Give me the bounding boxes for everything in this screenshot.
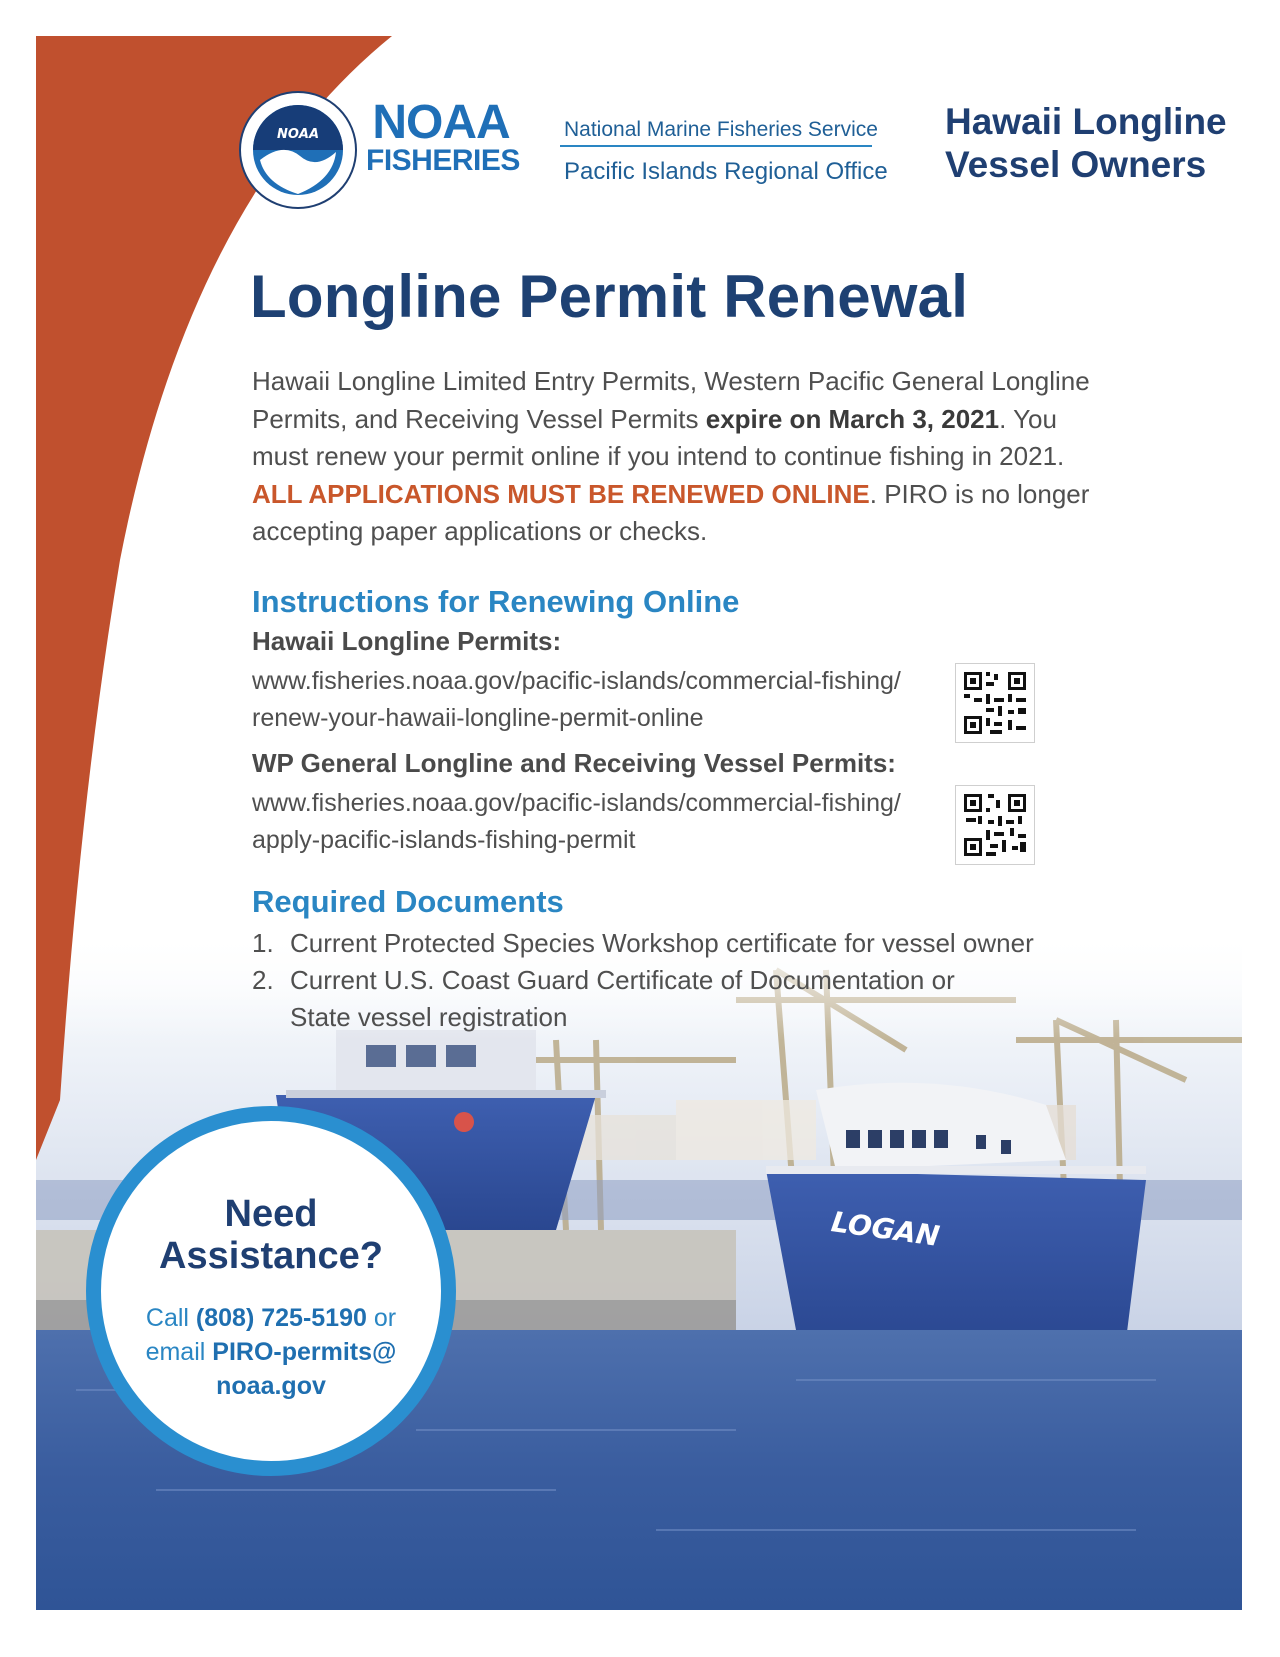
qr-code-wp-general[interactable] xyxy=(955,785,1035,865)
assistance-title: Need Assistance? xyxy=(159,1193,383,1277)
phone-link[interactable]: (808) 725-5190 xyxy=(195,1304,367,1332)
instruction-item xyxy=(252,626,952,737)
boat-name-text: LOGAN xyxy=(829,1205,942,1253)
instruction-url[interactable]: www.fisheries.noaa.gov/pacific-islands/commercial-fishing/ renew-your-hawaii-longline-permit-online xyxy=(252,667,901,732)
instruction-label: WP General Longline and Receiving Vessel Permits: xyxy=(252,748,896,778)
required-docs-heading: Required Documents xyxy=(252,884,564,919)
logo-line1: NOAA xyxy=(372,96,510,149)
seal-text: NOAA xyxy=(276,127,320,142)
required-docs-list xyxy=(252,925,1112,1036)
office-name: Pacific Islands Regional Office xyxy=(564,158,888,185)
qr-code-hawaii-longline[interactable] xyxy=(955,663,1035,743)
instruction-url[interactable]: www.fisheries.noaa.gov/pacific-islands/commercial-fishing/ apply-pacific-islands-fishing-permit xyxy=(252,789,901,854)
logo-line2: FISHERIES xyxy=(366,144,520,177)
service-divider xyxy=(560,145,872,147)
service-name: National Marine Fisheries Service xyxy=(564,118,878,141)
page-title: Longline Permit Renewal xyxy=(250,263,969,330)
list-item: 1. Current Protected Species Workshop certificate for vessel owner xyxy=(252,928,1034,958)
instructions-heading: Instructions for Renewing Online xyxy=(252,584,740,619)
audience-heading: Hawaii Longline Vessel Owners xyxy=(945,101,1227,185)
assistance-callout xyxy=(86,1106,456,1476)
list-item: 2. Current U.S. Coast Guard Certificate of Documentation or State vessel registration xyxy=(252,965,955,1032)
noaa-seal-logo xyxy=(238,90,358,210)
email-link-domain[interactable]: noaa.gov xyxy=(216,1372,326,1400)
instruction-label: Hawaii Longline Permits: xyxy=(252,626,562,656)
assistance-contact: Call (808) 725-5190 or email PIRO-permits@ noaa.gov xyxy=(145,1304,397,1400)
instruction-item xyxy=(252,748,952,859)
intro-paragraph: Hawaii Longline Limited Entry Permits, Western Pacific General Longline Permits, and Receiving Vessel Permits expire on March 3, 2021. You must renew your permit online if you intend to continue fishing in 2021. ALL APPLICATIONS MUST BE RENEWED ONLINE. PIRO is no longer accepting paper applications or checks. xyxy=(252,366,1090,546)
email-link[interactable]: PIRO-permits@ xyxy=(212,1338,397,1366)
noaa-fisheries-wordmark xyxy=(366,96,520,177)
